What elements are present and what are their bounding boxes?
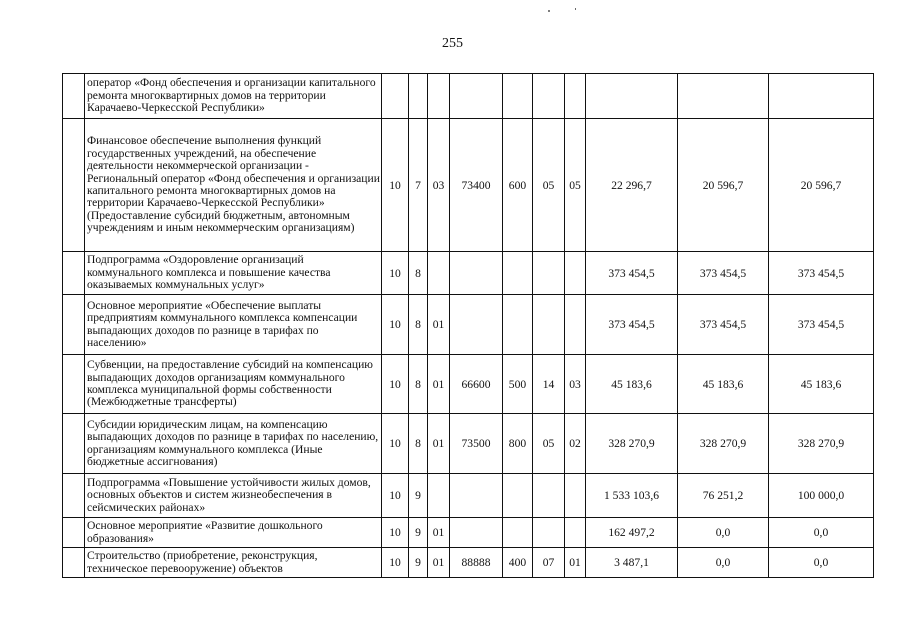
code-chapter: 05 xyxy=(533,119,565,252)
code-expense-type: 600 xyxy=(503,119,533,252)
amount-year-1 xyxy=(586,74,678,119)
code-section: 10 xyxy=(382,548,409,578)
code-measure: 01 xyxy=(428,295,450,355)
item-name: Подпрограмма «Оздоровление организаций коммунального комплекса и повышение качества оказываемых коммунальных услуг» xyxy=(85,252,382,295)
scan-speck xyxy=(575,8,576,10)
indent-cell xyxy=(63,414,85,474)
indent-cell xyxy=(63,355,85,414)
code-measure xyxy=(428,74,450,119)
code-chapter xyxy=(533,74,565,119)
code-measure: 01 xyxy=(428,414,450,474)
table-row xyxy=(63,548,874,578)
code-measure xyxy=(428,252,450,295)
code-chapter xyxy=(533,474,565,518)
indent-cell xyxy=(63,474,85,518)
indent-cell xyxy=(63,252,85,295)
amount-year-2: 0,0 xyxy=(678,518,769,548)
table-row xyxy=(63,414,874,474)
amount-year-2: 0,0 xyxy=(678,548,769,578)
code-chapter: 05 xyxy=(533,414,565,474)
amount-year-1: 162 497,2 xyxy=(586,518,678,548)
indent-cell xyxy=(63,548,85,578)
code-subprogram: 8 xyxy=(409,252,428,295)
amount-year-3: 373 454,5 xyxy=(769,295,874,355)
code-chapter xyxy=(533,252,565,295)
code-expense-type xyxy=(503,518,533,548)
code-subprogram: 8 xyxy=(409,295,428,355)
code-chapter: 14 xyxy=(533,355,565,414)
code-direction xyxy=(450,518,503,548)
amount-year-3: 45 183,6 xyxy=(769,355,874,414)
code-measure xyxy=(428,474,450,518)
amount-year-2: 328 270,9 xyxy=(678,414,769,474)
amount-year-1: 3 487,1 xyxy=(586,548,678,578)
code-expense-type: 500 xyxy=(503,355,533,414)
code-subprogram: 9 xyxy=(409,518,428,548)
code-subsection xyxy=(565,474,586,518)
item-name: Строительство (приобретение, реконструкция, техническое перевооружение) объектов xyxy=(85,548,382,578)
item-name: Финансовое обеспечение выполнения функций государственных учреждений, на обеспечение деятельности некоммерческой организации - Региональный оператор «Фонд обеспечения и организации капитального ремонта многоквартирных домов на территории Карачаево-Черкесской Республики» (Предоставление субсидий бюджетным, автономным учреждениям и иным некоммерческим организациям) xyxy=(85,119,382,252)
code-subprogram: 9 xyxy=(409,548,428,578)
code-chapter xyxy=(533,295,565,355)
amount-year-3: 373 454,5 xyxy=(769,252,874,295)
amount-year-3: 328 270,9 xyxy=(769,414,874,474)
code-subsection: 01 xyxy=(565,548,586,578)
amount-year-1: 328 270,9 xyxy=(586,414,678,474)
budget-table xyxy=(62,73,874,578)
code-section: 10 xyxy=(382,119,409,252)
table-row xyxy=(63,295,874,355)
code-subsection xyxy=(565,518,586,548)
table-row xyxy=(63,518,874,548)
item-name: Основное мероприятие «Обеспечение выплаты предприятиям коммунального комплекса компенсации выпадающих доходов по разнице в тарифах по населению» xyxy=(85,295,382,355)
code-measure: 01 xyxy=(428,518,450,548)
code-section: 10 xyxy=(382,355,409,414)
amount-year-3: 0,0 xyxy=(769,518,874,548)
code-expense-type: 800 xyxy=(503,414,533,474)
code-direction xyxy=(450,295,503,355)
code-direction: 73400 xyxy=(450,119,503,252)
code-measure: 01 xyxy=(428,548,450,578)
code-subsection: 02 xyxy=(565,414,586,474)
code-section xyxy=(382,74,409,119)
code-expense-type xyxy=(503,295,533,355)
table-row xyxy=(63,119,874,252)
code-chapter: 07 xyxy=(533,548,565,578)
code-subprogram xyxy=(409,74,428,119)
code-subsection: 03 xyxy=(565,355,586,414)
code-direction xyxy=(450,474,503,518)
code-subprogram: 8 xyxy=(409,355,428,414)
amount-year-1: 1 533 103,6 xyxy=(586,474,678,518)
code-subprogram: 8 xyxy=(409,414,428,474)
amount-year-2: 373 454,5 xyxy=(678,252,769,295)
indent-cell xyxy=(63,119,85,252)
page-number: 255 xyxy=(442,36,463,51)
amount-year-2: 20 596,7 xyxy=(678,119,769,252)
amount-year-1: 22 296,7 xyxy=(586,119,678,252)
code-expense-type xyxy=(503,474,533,518)
table-row xyxy=(63,252,874,295)
amount-year-2: 76 251,2 xyxy=(678,474,769,518)
code-subsection: 05 xyxy=(565,119,586,252)
code-section: 10 xyxy=(382,252,409,295)
code-subsection xyxy=(565,74,586,119)
code-expense-type: 400 xyxy=(503,548,533,578)
code-subprogram: 9 xyxy=(409,474,428,518)
code-direction: 73500 xyxy=(450,414,503,474)
amount-year-2 xyxy=(678,74,769,119)
indent-cell xyxy=(63,74,85,119)
scan-speck xyxy=(548,10,550,12)
code-expense-type xyxy=(503,74,533,119)
amount-year-3: 20 596,7 xyxy=(769,119,874,252)
amount-year-3: 100 000,0 xyxy=(769,474,874,518)
code-section: 10 xyxy=(382,295,409,355)
code-direction: 88888 xyxy=(450,548,503,578)
code-subsection xyxy=(565,295,586,355)
amount-year-3: 0,0 xyxy=(769,548,874,578)
code-measure: 01 xyxy=(428,355,450,414)
amount-year-1: 45 183,6 xyxy=(586,355,678,414)
amount-year-3 xyxy=(769,74,874,119)
item-name: Подпрограмма «Повышение устойчивости жилых домов, основных объектов и систем жизнеобеспечения в сейсмических районах» xyxy=(85,474,382,518)
table-row xyxy=(63,355,874,414)
item-name: Основное мероприятие «Развитие дошкольного образования» xyxy=(85,518,382,548)
table-row xyxy=(63,474,874,518)
code-subprogram: 7 xyxy=(409,119,428,252)
code-direction: 66600 xyxy=(450,355,503,414)
amount-year-1: 373 454,5 xyxy=(586,252,678,295)
code-chapter xyxy=(533,518,565,548)
code-section: 10 xyxy=(382,518,409,548)
indent-cell xyxy=(63,295,85,355)
code-subsection xyxy=(565,252,586,295)
item-name: оператор «Фонд обеспечения и организации капитального ремонта многоквартирных домов на территории Карачаево-Черкесской Республики» xyxy=(85,74,382,119)
indent-cell xyxy=(63,518,85,548)
code-direction xyxy=(450,74,503,119)
code-expense-type xyxy=(503,252,533,295)
amount-year-1: 373 454,5 xyxy=(586,295,678,355)
item-name: Субсидии юридическим лицам, на компенсацию выпадающих доходов по разнице в тарифах по населению, организациям коммунального комплекса (Иные бюджетные ассигнования) xyxy=(85,414,382,474)
code-direction xyxy=(450,252,503,295)
code-section: 10 xyxy=(382,474,409,518)
amount-year-2: 373 454,5 xyxy=(678,295,769,355)
code-section: 10 xyxy=(382,414,409,474)
amount-year-2: 45 183,6 xyxy=(678,355,769,414)
code-measure: 03 xyxy=(428,119,450,252)
table-row xyxy=(63,74,874,119)
item-name: Субвенции, на предоставление субсидий на компенсацию выпадающих доходов организациям коммунального комплекса муниципальной формы собственности (Межбюджетные трансферты) xyxy=(85,355,382,414)
